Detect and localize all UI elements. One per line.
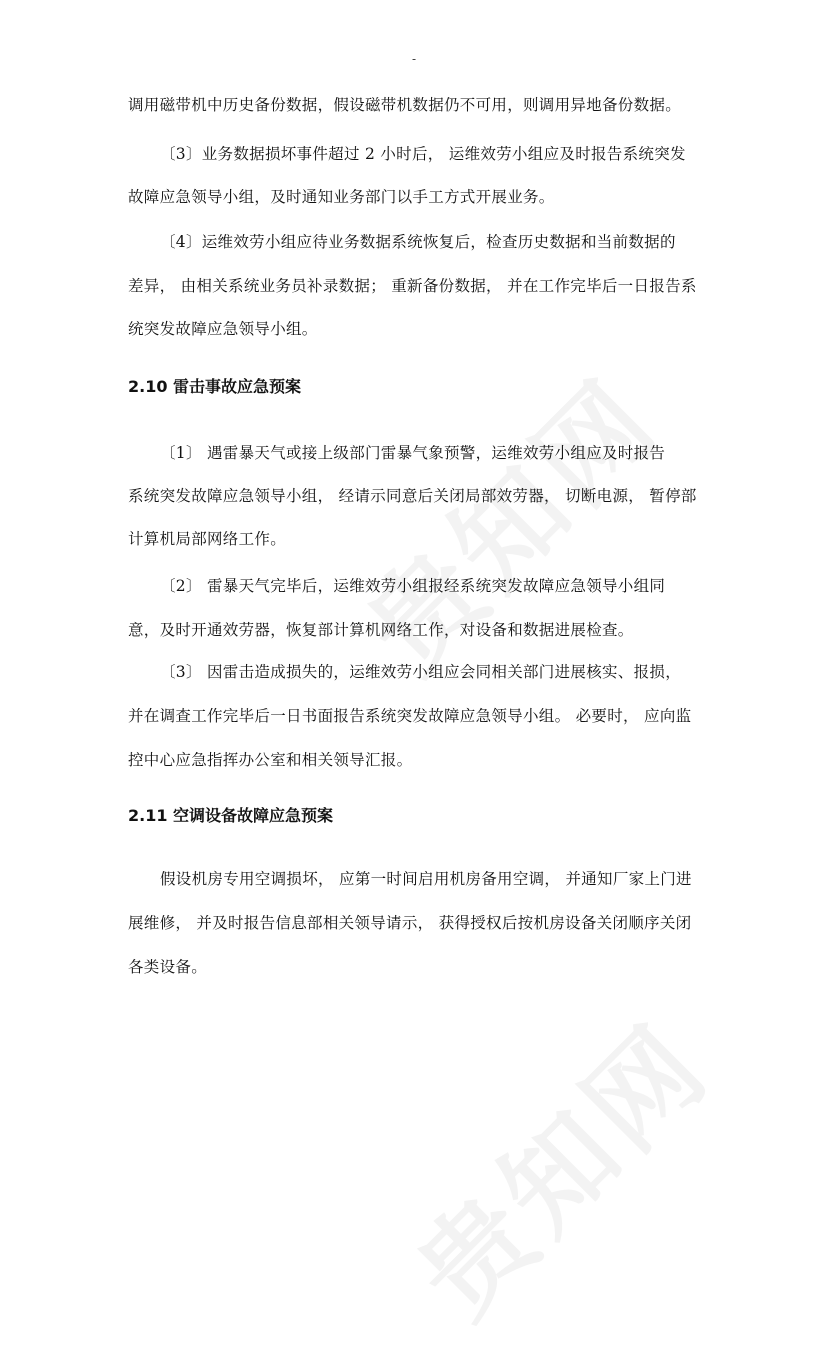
section-heading-2-10: 2.10 雷击事故应急预案 [128, 377, 302, 396]
paragraph-line: 〔1〕 遇雷暴天气或接上级部门雷暴气象预警，运维效劳小组应及时报告 [160, 444, 666, 462]
paragraph-line: 统突发故障应急领导小组。 [128, 320, 318, 338]
paragraph-line: 意，及时开通效劳器，恢复部计算机网络工作，对设备和数据进展检查。 [128, 621, 634, 639]
paragraph-line: 并在调查工作完毕后一日书面报告系统突发故障应急领导小组。 必要时， 应向监 [128, 707, 692, 725]
paragraph-line: 控中心应急指挥办公室和相关领导汇报。 [128, 751, 413, 769]
paragraph-line: 系统突发故障应急领导小组， 经请示同意后关闭局部效劳器， 切断电源， 暂停部 [128, 487, 697, 505]
paragraph-line: 展维修， 并及时报告信息部相关领导请示， 获得授权后按机房设备关闭顺序关闭 [128, 914, 692, 932]
paragraph-line: 假设机房专用空调损坏， 应第一时间启用机房备用空调， 并通知厂家上门进 [160, 870, 692, 888]
paragraph-line: 各类设备。 [128, 958, 208, 976]
paragraph-line: 〔4〕运维效劳小组应待业务数据系统恢复后，检查历史数据和当前数据的 [160, 233, 676, 251]
paragraph-line: 差异， 由相关系统业务员补录数据； 重新备份数据， 并在工作完毕后一日报告系 [128, 277, 697, 295]
paragraph-line: 计算机局部网络工作。 [128, 530, 287, 548]
page-header-mark: - [412, 52, 417, 66]
paragraph-line: 调用磁带机中历史备份数据，假设磁带机数据仍不可用，则调用异地备份数据。 [128, 96, 682, 114]
paragraph-line: 〔3〕业务数据损坏事件超过 2 小时后， 运维效劳小组应及时报告系统突发 [160, 145, 686, 163]
watermark [376, 983, 738, 1345]
paragraph-line: 故障应急领导小组，及时通知业务部门以手工方式开展业务。 [128, 188, 555, 206]
paragraph-line: 〔2〕 雷暴天气完毕后，运维效劳小组报经系统突发故障应急领导小组同 [160, 577, 666, 595]
section-heading-2-11: 2.11 空调设备故障应急预案 [128, 806, 334, 825]
watermark [326, 338, 688, 700]
paragraph-line: 〔3〕 因雷击造成损失的，运维效劳小组应会同相关部门进展核实、报损， [160, 663, 681, 681]
